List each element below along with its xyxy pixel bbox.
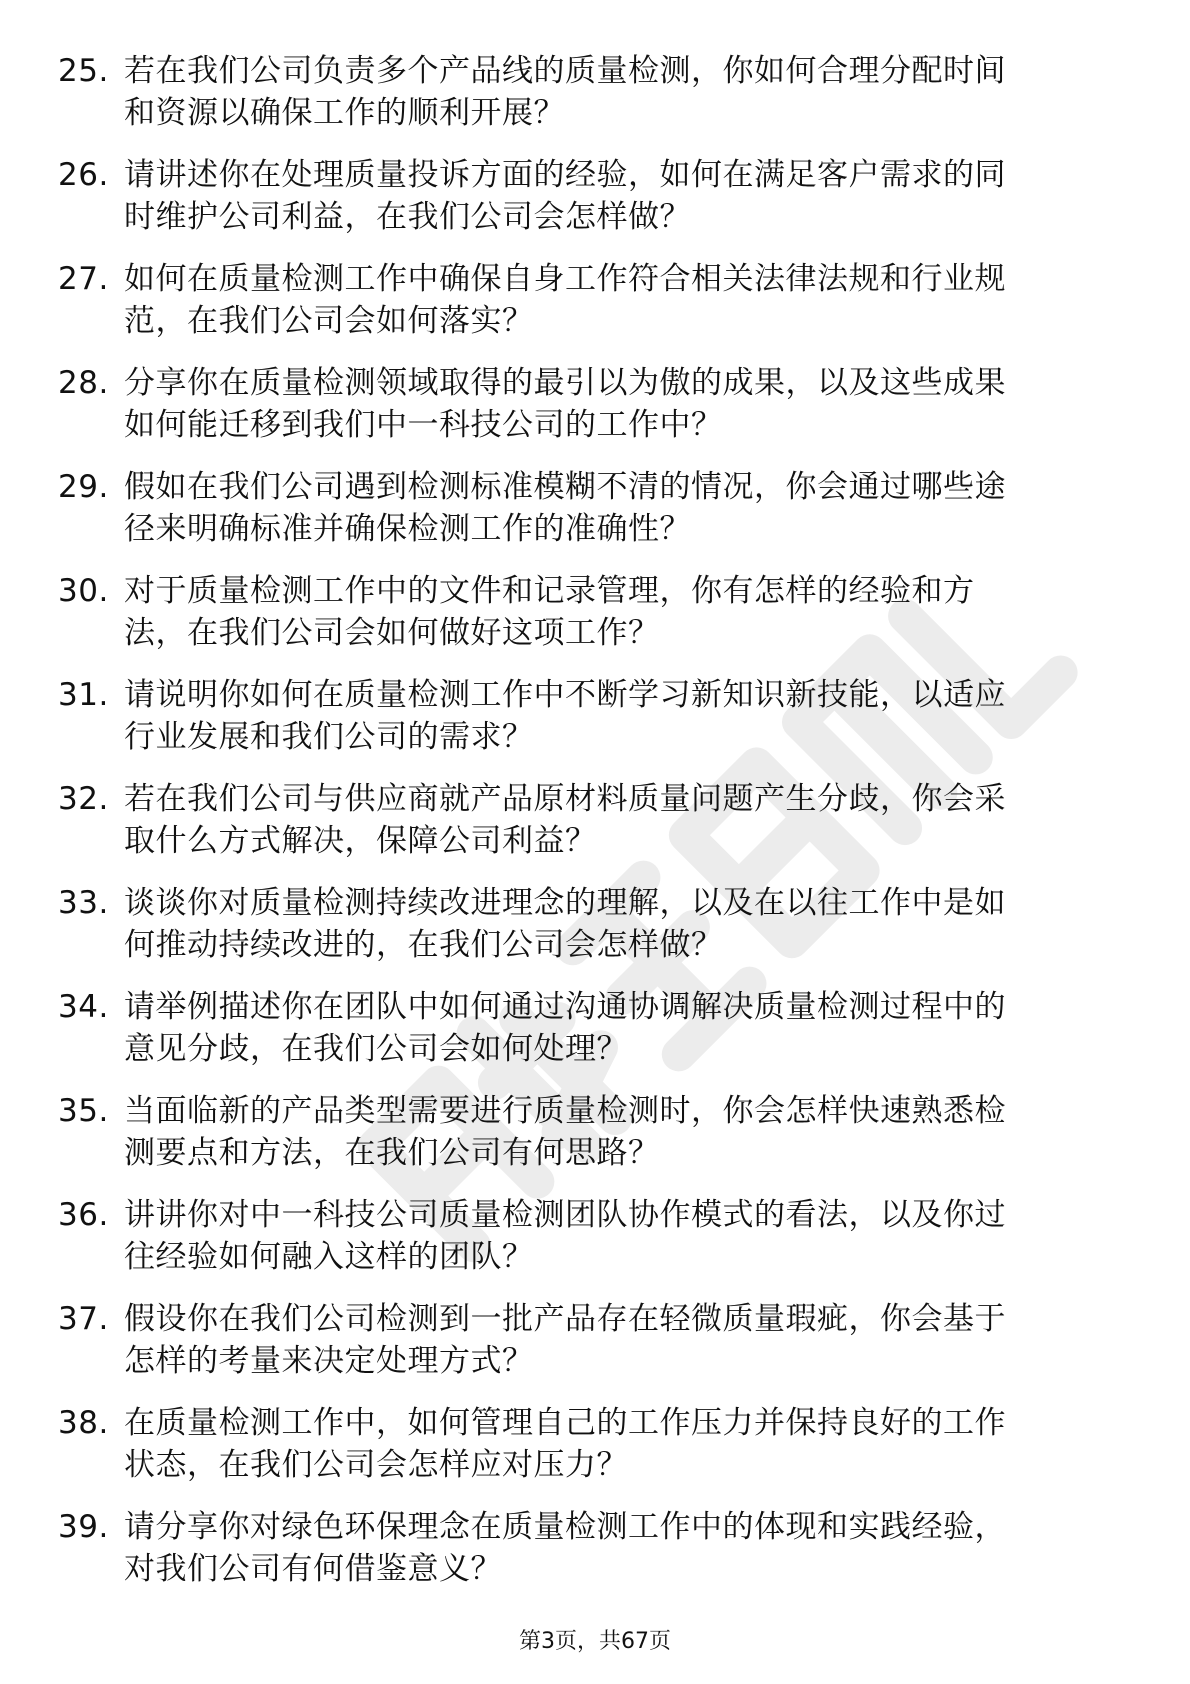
question-item: [58, 1194, 1108, 1278]
question-number: 33.: [58, 885, 109, 921]
question-item: [58, 882, 1108, 966]
question-text-line-2: 取什么方式解决，保障公司利益？: [124, 823, 597, 859]
question-text-line-1: 请说明你如何在质量检测工作中不断学习新知识新技能，以适应: [124, 677, 1006, 713]
question-text-line-1: 如何在质量检测工作中确保自身工作符合相关法律法规和行业规: [124, 261, 1006, 297]
question-text-line-1: 谈谈你对质量检测持续改进理念的理解，以及在以往工作中是如: [124, 885, 1006, 921]
question-text-line-2: 状态，在我们公司会怎样应对压力？: [124, 1447, 628, 1483]
question-number: 34.: [58, 989, 109, 1025]
question-item: [58, 1298, 1108, 1382]
question-text-line-1: 对于质量检测工作中的文件和记录管理，你有怎样的经验和方: [124, 573, 975, 609]
question-text-line-2: 法，在我们公司会如何做好这项工作？: [124, 615, 660, 651]
question-text-line-1: 假设你在我们公司检测到一批产品存在轻微质量瑕疵，你会基于: [124, 1301, 1006, 1337]
question-text-line-2: 行业发展和我们公司的需求？: [124, 719, 534, 755]
question-text-line-2: 意见分歧，在我们公司会如何处理？: [124, 1031, 628, 1067]
question-text-line-2: 测要点和方法，在我们公司有何思路？: [124, 1135, 660, 1171]
question-number: 36.: [58, 1197, 109, 1233]
question-number: 31.: [58, 677, 109, 713]
question-text-line-1: 当面临新的产品类型需要进行质量检测时，你会怎样快速熟悉检: [124, 1093, 1006, 1129]
question-text-line-2: 怎样的考量来决定处理方式？: [124, 1343, 534, 1379]
question-number: 35.: [58, 1093, 109, 1129]
question-number: 30.: [58, 573, 109, 609]
question-text-line-1: 若在我们公司与供应商就产品原材料质量问题产生分歧，你会采: [124, 781, 1006, 817]
question-item: [58, 1402, 1108, 1486]
question-number: 29.: [58, 469, 109, 505]
question-item: [58, 50, 1108, 134]
question-text-line-2: 往经验如何融入这样的团队？: [124, 1239, 534, 1275]
question-item: [58, 986, 1108, 1070]
question-text-line-1: 请举例描述你在团队中如何通过沟通协调解决质量检测过程中的: [124, 989, 1006, 1025]
question-item: [58, 362, 1108, 446]
question-item: [58, 570, 1108, 654]
question-number: 25.: [58, 53, 109, 89]
question-number: 39.: [58, 1509, 109, 1545]
question-text-line-2: 何推动持续改进的，在我们公司会怎样做？: [124, 927, 723, 963]
question-text-line-1: 讲讲你对中一科技公司质量检测团队协作模式的看法，以及你过: [124, 1197, 1006, 1233]
question-text-line-1: 请分享你对绿色环保理念在质量检测工作中的体现和实践经验，: [124, 1509, 1006, 1545]
question-item: [58, 1506, 1108, 1590]
question-item: [58, 674, 1108, 758]
page-number-label: 第3页，共67页: [519, 1629, 671, 1654]
question-text-line-2: 范，在我们公司会如何落实？: [124, 303, 534, 339]
question-text-line-1: 在质量检测工作中，如何管理自己的工作压力并保持良好的工作: [124, 1405, 1006, 1441]
question-text-line-2: 对我们公司有何借鉴意义？: [124, 1551, 502, 1587]
question-text-line-1: 若在我们公司负责多个产品线的质量检测，你如何合理分配时间: [124, 53, 1006, 89]
page-footer: [0, 1628, 1190, 1656]
question-number: 37.: [58, 1301, 109, 1337]
question-number: 26.: [58, 157, 109, 193]
question-text-line-1: 分享你在质量检测领域取得的最引以为傲的成果，以及这些成果: [124, 365, 1006, 401]
question-item: [58, 1090, 1108, 1174]
question-number: 32.: [58, 781, 109, 817]
question-item: [58, 466, 1108, 550]
question-text-line-1: 假如在我们公司遇到检测标准模糊不清的情况，你会通过哪些途: [124, 469, 1006, 505]
question-number: 27.: [58, 261, 109, 297]
question-item: [58, 258, 1108, 342]
question-text-line-2: 和资源以确保工作的顺利开展？: [124, 95, 565, 131]
question-text-line-1: 请讲述你在处理质量投诉方面的经验，如何在满足客户需求的同: [124, 157, 1006, 193]
question-item: [58, 154, 1108, 238]
question-text-line-2: 时维护公司利益，在我们公司会怎样做？: [124, 199, 691, 235]
question-item: [58, 778, 1108, 862]
question-text-line-2: 如何能迁移到我们中一科技公司的工作中？: [124, 407, 723, 443]
question-number: 38.: [58, 1405, 109, 1441]
question-list: [58, 50, 1108, 1610]
question-text-line-2: 径来明确标准并确保检测工作的准确性？: [124, 511, 691, 547]
question-number: 28.: [58, 365, 109, 401]
